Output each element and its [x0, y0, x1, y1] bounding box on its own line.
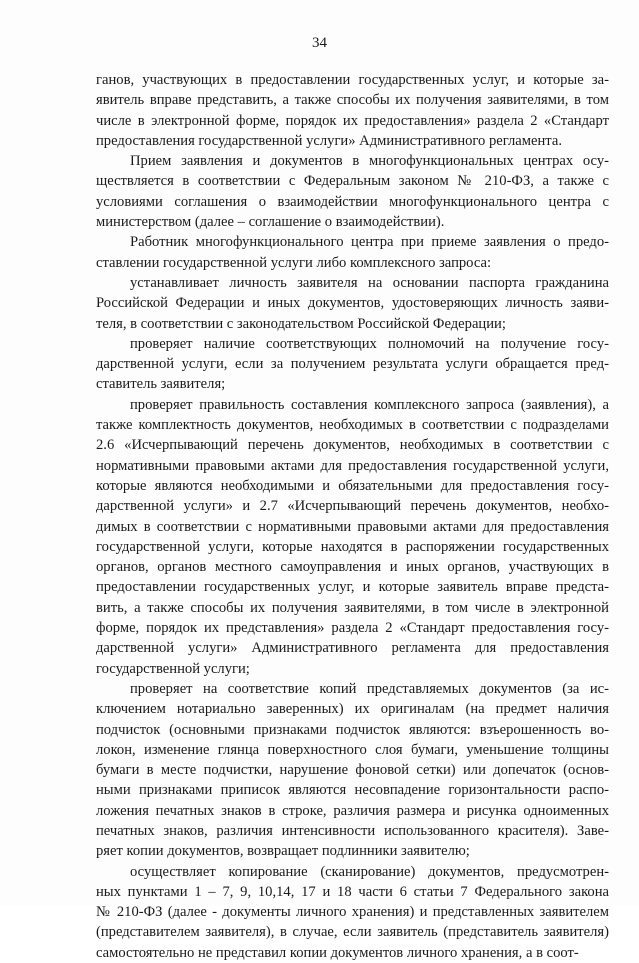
- text-line: ставитель заявителя;: [96, 376, 226, 393]
- text-line: (представителем заявителя), в случае, если заявитель (представитель заявителя): [96, 924, 609, 941]
- text-line: ложения печатных знаков в строке, различия размера и рисунка одноименных: [96, 802, 609, 819]
- paragraph: [96, 151, 609, 232]
- text-line: № 210-ФЗ (далее - документы личного хранения) и представленных заявителем: [96, 904, 609, 921]
- text-line: локон, изменение глянца поверхностного слоя бумаги, уменьшение толщины: [96, 741, 609, 758]
- paragraph: [96, 273, 609, 334]
- text-line: устанавливает личность заявителя на основании паспорта гражданина: [130, 274, 609, 291]
- text-line: проверяет правильность составления комплексного запроса (заявления), а: [130, 396, 609, 413]
- text-line: вить, а также способы их получения заявителями, в том числе в электронной: [96, 599, 609, 616]
- paragraph: [96, 232, 609, 273]
- text-line: димых в соответствии с нормативными правовыми актами для предоставления: [96, 518, 609, 535]
- text-line: дарственной услуги, если за получением результата услуги обращается пред-: [96, 356, 609, 373]
- text-line: дарственной услуги» и 2.7 «Исчерпывающий перечень документов, необхо-: [96, 498, 609, 515]
- text-line: государственной услуги, которые находятся в распоряжении государственных: [96, 538, 609, 555]
- text-line: органов, органов местного самоуправления и иных органов, участвующих в: [96, 559, 609, 576]
- document-body: [96, 70, 609, 963]
- paragraph: [96, 679, 609, 862]
- paragraph: [96, 70, 609, 151]
- text-line: министерством (далее – соглашение о взаимодействии).: [96, 214, 445, 231]
- text-line: теля, в соответствии с законодательством Российской Федерации;: [96, 315, 506, 332]
- text-line: 2.6 «Исчерпывающий перечень документов, необходимых в соответствии с: [96, 437, 609, 454]
- text-line: государственной услуги;: [96, 660, 250, 677]
- text-line: дарственной услуги» Административного регламента для предоставления: [96, 640, 609, 657]
- text-line: явитель вправе представить, а также способы их получения заявителями, в том: [96, 92, 609, 109]
- text-line: ключением нотариально заверенных) их оригиналам (на предмет наличия: [96, 701, 609, 718]
- text-line: числе в электронной форме, порядок их предоставления» раздела 2 «Стандарт: [96, 112, 609, 129]
- text-line: форме, порядок их представления» раздела 2 «Стандарт предоставления госу-: [96, 620, 609, 637]
- text-line: проверяет на соответствие копий представляемых документов (за ис-: [130, 680, 609, 697]
- text-line: подчисток (основными признаками подчисток являются: взъерошенность во-: [96, 721, 609, 738]
- text-line: ставлении государственной услуги либо комплексного запроса:: [96, 254, 492, 271]
- text-line: осуществляет копирование (сканирование) документов, предусмотрен-: [130, 863, 609, 880]
- paragraph: [96, 334, 609, 395]
- text-line: условиями соглашения о взаимодействии многофункционального центра с: [96, 193, 609, 210]
- paragraph: [96, 862, 609, 963]
- text-line: Работник многофункционального центра при приеме заявления о предо-: [130, 234, 609, 251]
- text-line: ганов, участвующих в предоставлении государственных услуг, и которые за-: [96, 72, 609, 88]
- text-line: печатных знаков, различия интенсивности использованного красителя). Заве-: [96, 822, 609, 839]
- text-line: самостоятельно не представил копии документов личного хранения, а в соот-: [96, 944, 579, 961]
- text-line: нормативными правовыми актами для предоставления государственной услуги,: [96, 457, 609, 474]
- text-line: бумаги в месте подчистки, нарушение фоновой сетки) или допечаток (основ-: [96, 762, 609, 779]
- text-line: ными признаками приписок являются несовпадение горизонтальности распо-: [96, 782, 609, 799]
- text-line: ществляется в соответствии с Федеральным законом № 210-ФЗ, а также с: [96, 173, 609, 190]
- text-line: предоставлении государственных услуг, и которые заявитель вправе предста-: [96, 579, 609, 596]
- text-line: Российской Федерации и иных документов, удостоверяющих личность заяви-: [96, 295, 609, 312]
- text-line: ряет копии документов, возвращает подлинники заявителю;: [96, 843, 470, 860]
- text-line: Прием заявления и документов в многофункциональных центрах осу-: [130, 153, 609, 170]
- text-line: проверяет наличие соответствующих полномочий на получение госу-: [130, 335, 609, 352]
- paragraph: [96, 395, 609, 679]
- text-line: предоставления государственной услуги» Административного регламента.: [96, 132, 562, 149]
- text-line: также комплектность документов, необходимых в соответствии с подразделами: [96, 417, 609, 434]
- text-line: ных пунктами 1 – 7, 9, 10,14, 17 и 18 части 6 статьи 7 Федерального закона: [96, 883, 609, 900]
- page-number: 34: [312, 35, 327, 51]
- text-line: которые являются необходимыми и обязательными для предоставления госу-: [96, 477, 609, 494]
